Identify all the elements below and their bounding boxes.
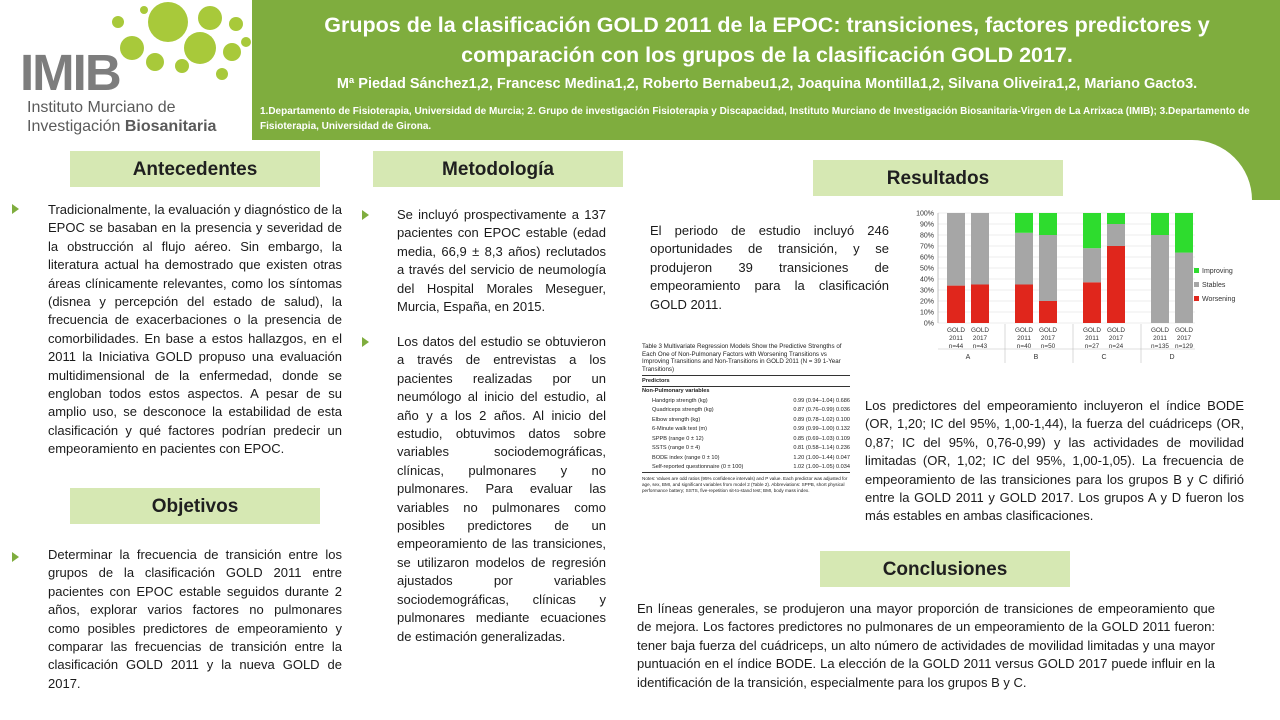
bar-stables (1151, 235, 1169, 323)
bullet-icon (12, 204, 19, 214)
y-tick-label: 70% (919, 243, 934, 251)
bar-stables (947, 213, 965, 286)
y-tick-label: 0% (923, 320, 934, 328)
bar-stables (1083, 248, 1101, 282)
bar-worsening (971, 285, 989, 324)
table-header: Predictors (642, 377, 670, 384)
bar-improving (1175, 213, 1193, 253)
table-cell-value: 1.02 (1.00–1.05) 0.034 (793, 464, 850, 471)
table-row (642, 463, 850, 473)
x-tick-label: 2011 (1085, 335, 1099, 342)
y-tick-label: 20% (919, 298, 934, 306)
legend-label: Stables (1202, 282, 1226, 289)
x-tick-label: 2011 (949, 335, 963, 342)
antecedentes-text: Tradicionalmente, la evaluación y diagnóstico de la EPOC se basaban en la presencia y severidad de la obstrucción al flujo aéreo. Sin embargo, la literatura actual ha demostrado que existen otras áreas clínicamente relevantes, como los síntomas (disnea y percepción del estado de salud), la frecuencia de exacerbaciones o la presencia de comorbilidades. En base a estos hallazgos, en el 2011 la Iniciativa GOLD propuso una evaluación multidimensional de la enfermedad, donde se engloban todos estos aspectos. A pesar de su amplio uso, se desconoce la estabilidad de esta clasificación y qué factores podrían predecir un empeoramiento en pacientes con EPOC. (48, 202, 342, 457)
legend-label: Improving (1202, 268, 1233, 275)
bar-improving (1107, 213, 1125, 224)
bullet-icon (362, 337, 369, 347)
poster-affiliations: 1.Departamento de Fisioterapia, Universidad de Murcia; 2. Grupo de investigación Fisioterapia y Discapacidad, Instituto Murciano de Investigación Biosanitaria-Virgen de La Arrixaca (IMIB); 3.Departamento de Fisioterapia, Universidad de Girona. (260, 106, 1250, 132)
table-notes: Notes: Values are odd ratios (95% confidence intervals) and P value. Each predictor was adjusted for age, sex, BMI, and significant variables from model 2 (Table 2). Abbreviations: SPPB, short physical performance battery; SSTS, five-repetition sit-to-stand test; BMI, body mass index. (642, 476, 848, 494)
transitions-chart (905, 205, 1265, 405)
group-label: A (965, 354, 971, 361)
x-tick-label: n=27 (1084, 343, 1100, 350)
x-tick-label: GOLD (1038, 327, 1058, 334)
table-3 (642, 343, 850, 535)
bar-worsening (947, 286, 965, 323)
table-title: Table 3 Multivariate Regression Models Show the Predictive Strengths of Each One of Non-Pulmonary Factors with Worsening Transitions vs Improving Transitions and Non-Transitions in GOLD 2011 (N = 39 1-Year Transitions) (642, 343, 842, 373)
bar-stables (1175, 253, 1193, 323)
bar-improving (1015, 213, 1033, 233)
legend-label: Worsening (1202, 296, 1236, 303)
logo-line1: Instituto Murciano de (27, 99, 176, 116)
conclusiones-text: En líneas generales, se produjeron una mayor proporción de transiciones de empeoramiento que de mejora. Los factores predictores no pulmonares de un empeoramiento de la GOLD 2011 fueron: tener baja fuerza del cuádriceps, un alto número de actividades de movilidad limitadas y una mayor puntuación en el índice BODE. La elección de la GOLD 2011 versus GOLD 2017 puede influir en la identificación de la transición, especialmente para los grupos B y C. (637, 601, 1215, 690)
x-tick-label: 2017 (1040, 335, 1056, 342)
bar-improving (1039, 213, 1057, 235)
antecedentes-heading: Antecedentes (70, 151, 320, 187)
bullet-icon (362, 210, 369, 220)
table-row (642, 406, 850, 416)
group-label: C (1101, 354, 1107, 361)
bar-stables (971, 213, 989, 285)
bar-worsening (1083, 282, 1101, 323)
logo-line2: Investigación Biosanitaria (27, 118, 217, 135)
x-tick-label: n=40 (1016, 343, 1032, 350)
x-tick-label: 2017 (972, 335, 988, 342)
group-label: D (1169, 354, 1175, 361)
table-cell-predictor: Quadriceps strength (kg) (652, 407, 714, 414)
x-tick-label: n=24 (1108, 343, 1124, 350)
x-tick-label: n=44 (948, 343, 964, 350)
x-tick-label: GOLD (1082, 327, 1102, 334)
table-cell-predictor: 6-Minute walk test (m) (652, 426, 708, 433)
resultados-text-2: Los predictores del empeoramiento incluyeron el índice BODE (OR, 1,20; IC del 95%, 1,00-1,44), la fuerza del cuádriceps (OR, 0,87; IC del 95%, 0,76-0,99) y las actividades de movilidad limitadas (OR, 1,02; IC del 95%, 1,00-1,05). La frecuencia de empeoramiento de las transiciones para los grupos B y C difirió entre la GOLD 2011 y GOLD 2017. Los grupos A y D fueron los más estables en ambas clasificaciones. (865, 398, 1244, 524)
table-cell-predictor: SPPB (range 0 ± 12) (652, 435, 704, 442)
y-tick-label: 60% (919, 254, 934, 262)
table-row (642, 444, 850, 454)
legend-swatch (1194, 268, 1199, 273)
table-row (642, 453, 850, 463)
resultados-text-1: El periodo de estudio incluyó 246 oportunidades de transición, y se produjeron 39 transiciones de empeoramiento para la clasificación GOLD 2011. (650, 223, 889, 312)
x-tick-label: 2011 (1017, 335, 1031, 342)
resultados-heading: Resultados (813, 160, 1063, 196)
y-tick-label: 10% (919, 309, 934, 317)
table-cell-value: 0.99 (0.99–1.00) 0.132 (793, 426, 850, 433)
bar-stables (1039, 235, 1057, 301)
metodologia-heading: Metodología (373, 151, 623, 187)
bar-worsening (1039, 301, 1057, 323)
metodologia-para1: Se incluyó prospectivamente a 137 pacientes con EPOC estable (edad media, 66,9 ± 8,3 años) reclutados a través del servicio de neumología del Hospital Morales Meseguer, Murcia, España, en 2015. (397, 207, 606, 315)
logo-acronym: IMIB (20, 44, 120, 101)
bullet-icon (12, 552, 19, 562)
table-cell-predictor: Elbow strength (kg) (652, 416, 701, 423)
objetivos-heading: Objetivos (70, 488, 320, 524)
poster-authors: Mª Piedad Sánchez1,2, Francesc Medina1,2, Roberto Bernabeu1,2, Joaquina Montilla1,2, Silvana Oliveira1,2, Mariano Gacto3. (336, 76, 1198, 92)
table-cell-predictor: Handgrip strength (kg) (652, 397, 708, 404)
y-tick-label: 80% (919, 232, 934, 240)
y-tick-label: 50% (919, 265, 934, 273)
table-cell-predictor: BODE index (range 0 ± 10) (652, 454, 720, 461)
table-cell-value: 0.81 (0.58–1.14) 0.236 (793, 445, 850, 452)
bar-worsening (1107, 246, 1125, 323)
x-tick-label: GOLD (1174, 327, 1194, 334)
x-tick-label: 2011 (1153, 335, 1167, 342)
x-tick-label: GOLD (1150, 327, 1170, 334)
table-cell-predictor: SSTS (range 0 ± 4) (652, 445, 701, 452)
bar-improving (1151, 213, 1169, 235)
x-tick-label: GOLD (1106, 327, 1126, 334)
table-cell-value: 0.85 (0.69–1.03) 0.109 (793, 435, 850, 442)
x-tick-label: n=43 (972, 343, 988, 350)
poster-title: Grupos de la clasificación GOLD 2011 de la EPOC: transiciones, factores predictores y comparación con los grupos de la clasificación GOLD 2017. (324, 13, 1210, 67)
logo (0, 0, 252, 140)
y-tick-label: 90% (919, 221, 934, 229)
bar-worsening (1015, 285, 1033, 324)
x-tick-label: GOLD (970, 327, 990, 334)
conclusiones-heading: Conclusiones (820, 551, 1070, 587)
table-cell-value: 0.99 (0.94–1.04) 0.686 (793, 397, 850, 404)
bar-stables (1107, 224, 1125, 246)
table-cell-predictor: Self-reported questionnaire (0 ± 100) (652, 464, 744, 471)
table-cell-value: 1.20 (1.00–1.44) 0.047 (793, 454, 850, 461)
table-row (642, 434, 850, 444)
table-row (642, 425, 850, 435)
group-label: B (1033, 354, 1039, 361)
x-tick-label: n=135 (1151, 343, 1169, 350)
y-tick-label: 100% (916, 210, 934, 218)
table-group-label: Non-Pulmonary variables (642, 388, 710, 395)
table-row (642, 396, 850, 406)
x-tick-label: GOLD (946, 327, 966, 334)
bar-stables (1015, 233, 1033, 285)
y-tick-label: 40% (919, 276, 934, 284)
imib-logo (0, 0, 252, 140)
metodologia-para2: Los datos del estudio se obtuvieron a través de entrevistas a los pacientes realizadas por un neumólogo al inicio del estudio, al año y a los 2 años. Al inicio del estudio, obtuvimos datos sobre variables sociodemográficas, clínicas, pulmonares y no pulmonares. Para evaluar las variables no pulmonares como posibles predictores de un empeoramiento de las transiciones, se utilizaron modelos de regresión ajustados por variables sociodemográficas, clínicas y pulmonares mediante ecuaciones de estimación generalizadas. (397, 334, 606, 644)
x-tick-label: n=129 (1175, 343, 1193, 350)
legend-swatch (1194, 282, 1199, 287)
x-tick-label: n=50 (1040, 343, 1056, 350)
x-tick-label: 2017 (1176, 335, 1192, 342)
objetivos-text: Determinar la frecuencia de transición entre los grupos de la clasificación GOLD 2011 entre pacientes con EPOC estable seguidos durante 2 años, explorar varios factores no pulmonares como posibles predictores de empeoramiento y comparar las frecuencias de transición entre la clasificación GOLD 2011 y la nueva GOLD de 2017. (48, 547, 342, 691)
bar-improving (1083, 213, 1101, 248)
table-cell-value: 0.87 (0.76–0.99) 0.036 (793, 407, 850, 414)
table-row (642, 415, 850, 425)
x-tick-label: GOLD (1014, 327, 1034, 334)
legend-swatch (1194, 296, 1199, 301)
table-cell-value: 0.89 (0.78–1.02) 0.100 (793, 416, 850, 423)
x-tick-label: 2017 (1108, 335, 1124, 342)
y-tick-label: 30% (919, 287, 934, 295)
